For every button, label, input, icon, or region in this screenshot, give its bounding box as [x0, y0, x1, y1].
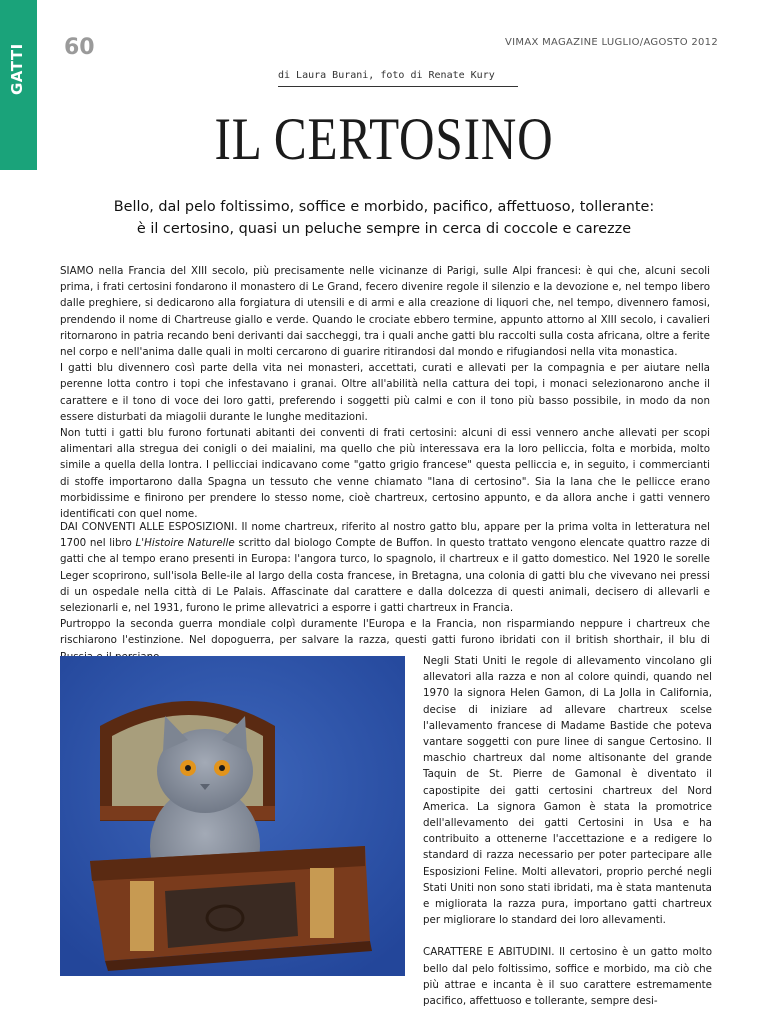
paragraph-text: scritto dal biologo Compte de Buffon. In questo trattato vengono elencate quattro razze di gatti che al tempo erano presenti in Europa: l'angora turco, lo spagnolo, il chartreux e il gatto domestico. Nel 1920 le sorelle Leger scoprirono, sull'isola Belle-ile al largo della costa francese, in Bretagna, una colonia di gatti blu che vivevano nei pressi di un ospedale nella città di Le Palais. Affascinate dal carattere e dalla dolcezza di questi animali, decisero di allevarli e selezionarli e, nel 1931, furono le prime allevatrici a esporre i gatti chartreux in Francia.	[60, 537, 711, 615]
byline: di Laura Burani, foto di Renate Kury	[278, 70, 518, 87]
cat-photo-illustration	[60, 656, 405, 976]
subtitle-line: Bello, dal pelo foltissimo, soffice e morbido, pacifico, affettuoso, tollerante:	[113, 199, 655, 215]
paragraph	[60, 519, 710, 616]
page-number: 60	[64, 35, 95, 60]
paragraph: Negli Stati Uniti le regole di allevamento vincolano gli allevatori alla razza e non al colore quindi, quando nel 1970 la signora Helen Gamon, di La Jolla in California, decise di iniziare ad allevare chartreux scelse l'allevamento francese di Madame Bastide che poteva vantare soggetti con pure linee di sangue Certosino. Il maschio chartreux dal nome altisonante del grande Taquin de St. Pierre de Gamonal è diventato il capostipite dei gatti certosini chartreux del Nord America. La signora Gamon è stata la promotrice dell'allevamento dei gatti Certosini in Usa e ha contribuito a ottenerne l'accettazione e a redigere lo standard di razza necessario per poter partecipare alle Esposizioni Feline. Molti allevatori, proprio perché negli Stati Uniti non sono stati ibridati, ma è stata mantenuta e migliorata la razza pura, importano gatti chartreux per migliorare lo standard dei loro allevamenti.	[423, 655, 712, 927]
subtitle-line: è il certosino, quasi un peluche sempre in cerca di coccole e carezze	[136, 221, 632, 237]
magazine-masthead: VIMAX MAGAZINE LUGLIO/AGOSTO 2012	[505, 37, 718, 48]
cat-in-chest-photo	[60, 656, 405, 976]
paragraph: SIAMO nella Francia del XIII secolo, più precisamente nelle vicinanze di Parigi, sulle Alpi francesi: è qui che, alcuni secoli prima, i frati certosini fondarono il monastero di Le Grand, fecero divenire regole il silenzio e la devozione e, nel tempo libero dalle preghiere, si dedicarono alla forgiatura di utensili e di armi e alla creazione di liquori che, nel tempo, divennero famosi, prendendo il nome di Chartreuse giallo e verde. Quando le crociate ebbero termine, appunto attorno al XIII secolo, i cavalieri ritornarono in patria recando beni derivanti dai saccheggi, tra i quali anche gatti blu raccolti sulla costa africana, oltre a ferite nel corpo e nell'anima dalle quali in molti cercarono di guarire ritirandosi dal mondo e rifugiandosi nella vita monastica.	[60, 265, 710, 359]
paragraph: Purtroppo la seconda guerra mondiale colpì duramente l'Europa e la Francia, non risparmiando neppure i chartreux che rischiarono l'estinzione. Nel dopoguerra, per salvare la razza, questi gatti furono ibridati con il british shorthair, il blu di	[60, 618, 710, 647]
section-tab	[0, 0, 37, 170]
article-title: IL CERTOSINO	[214, 106, 554, 172]
paragraph-text: DAI CONVENTI ALLE ESPOSIZIONI. Il nome chartreux, riferito al nostro gatto blu, appare per la prima volta in letteratura nel 1700 nel libro	[60, 521, 710, 550]
paragraph: I gatti blu divennero così parte della vita nei monasteri, accettati, curati e allevati per la compagnia e per aiutare nella perenne lotta contro i topi che infestavano i granai. Oltre all'abilità nella cattura dei topi, i monaci selezionarono anche il carattere e il tono di voce dei loro gatti, preferendo i soggetti più calmi e con il tono più basso possibile, in modo da non essere disturbati da miagolii durante le lunghe meditazioni.	[60, 362, 710, 423]
paragraph: CARATTERE E ABITUDINI. Il certosino è un gatto molto bello dal pelo foltissimo, soffice e morbido, ma ciò che più attrae e incanta è il suo carattere estremamente pacifico, affettuoso e tollerante, sempre desi-	[423, 946, 712, 1008]
right-column	[423, 653, 712, 1009]
book-title: L'Histoire Naturelle	[135, 537, 235, 550]
section-conventi	[60, 519, 710, 665]
section-intro	[60, 263, 710, 522]
paragraph: Non tutti i gatti blu furono fortunati abitanti dei conventi di frati certosini: alcuni di essi vennero anche allevati per scopi alimentari alla stregua dei conigli o dei maialini, ma quello che più interessava era la loro pelliccia, folta e morbida, molto simile a quella della lontra. I pellicciai indicavano come "gatto grigio francese" questa pelliccia e, in seguito, i commercianti di stoffe importarono dalla Spagna un tessuto che venne chiamato "lana di certosino". Sia la lana che le pellicce erano morbidissime e finirono per prendere lo stesso nome, cioè chartreux, certosino appunto, e da allora anche i gatti vennero identificati con quel nome.	[60, 427, 710, 521]
section-tab-label: GATTI	[8, 43, 26, 95]
article-subtitle	[60, 196, 708, 240]
